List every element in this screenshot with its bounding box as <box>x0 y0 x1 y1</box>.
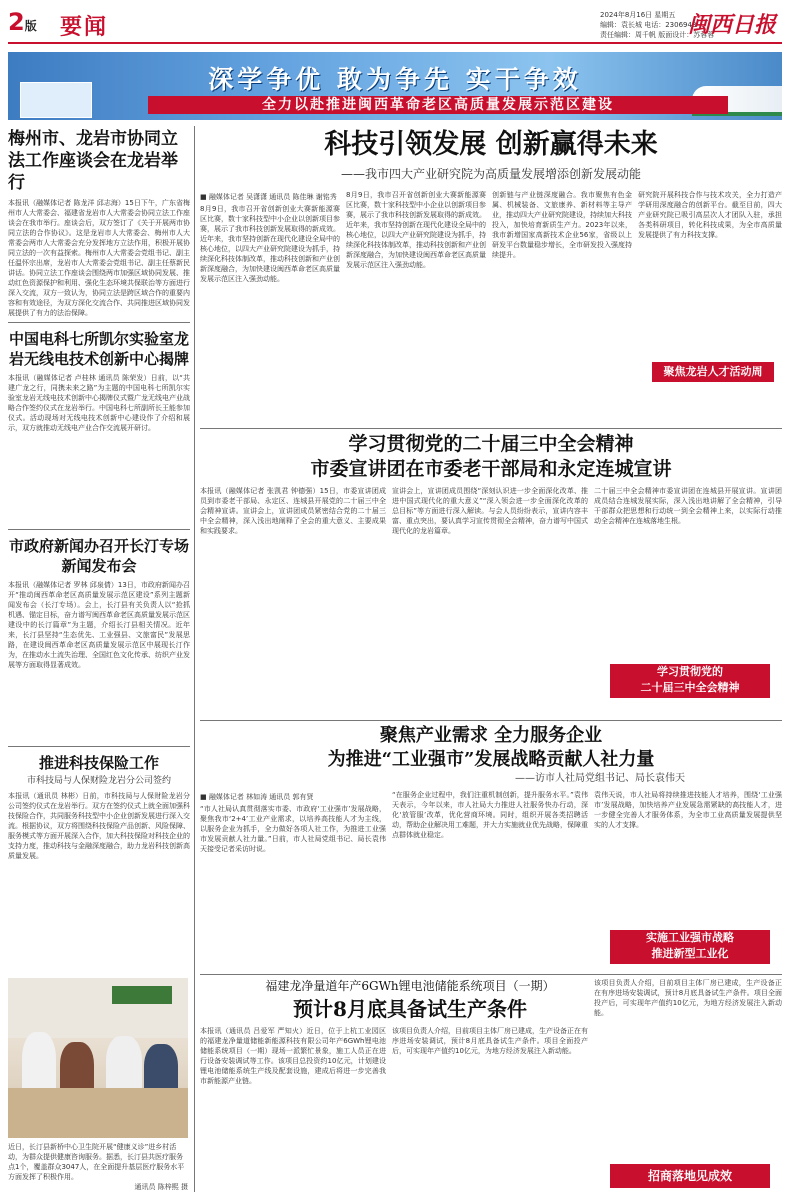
byline: ■ 融媒体记者 林如涛 通讯员 郭有贤 <box>200 793 314 801</box>
photo-credit: 通讯员 陈梓熙 摄 <box>134 1183 188 1191</box>
photo-table <box>8 1088 188 1138</box>
article-title: 市政府新闻办召开长汀专场新闻发布会 <box>8 537 189 575</box>
lead-col-3 <box>492 190 632 422</box>
top-banner <box>8 52 782 120</box>
lead-col-2 <box>346 190 486 422</box>
lead-subtitle: ——我市四大产业研究院为高质量发展增添创新发展动能 <box>340 167 641 181</box>
article-col <box>200 790 386 970</box>
column-tag: 招商落地见成效 <box>610 1164 770 1188</box>
news-photo <box>8 978 188 1138</box>
column-rule <box>194 126 195 1192</box>
page-header <box>8 8 782 44</box>
page-number-suffix: 版 <box>24 19 37 33</box>
lead-col-1 <box>200 190 340 422</box>
article-body: 本报讯（融媒体记者 卢桂林 通讯员 陈荣发）日前，以“共建广龙之行，同携未来之路”为主题的中国电科七所凯尔实验室龙岩无线电技术创新中心揭牌仪式暨广龙无线电产业战略合作签约仪式在龙岩举行。中国电科七所副所长王能参加仪式。活动现场对无线电技术创新中心建设作了介绍和展示，双方就推动无线电产业合作交流展开研讨。 <box>8 374 190 432</box>
issue-date: 2024年8月16日 星期五 <box>600 11 676 19</box>
proof-info: 责任编辑：周千帆 版面设计：苏蓉蓉 <box>600 31 715 39</box>
newspaper-logo: 闽西日报 <box>687 12 776 38</box>
banner-subslogan: 全力以赴推进闽西革命老区高质量发展示范区建设 <box>148 96 728 114</box>
section-name: 要闻 <box>60 15 109 40</box>
section-rule <box>200 974 782 975</box>
banner-slogan: 深学争优 敢为争先 实干争效 <box>208 65 582 94</box>
column-tag: 聚焦龙岩人才活动周 <box>652 362 774 382</box>
article-col <box>200 486 386 714</box>
section-rule <box>200 720 782 721</box>
article-kicker: 福建龙净量道年产6GWh锂电池储能系统项目（一期） <box>265 979 555 993</box>
article-col <box>392 486 588 714</box>
column-tag: 学习贯彻党的 二十届三中全会精神 <box>610 664 770 698</box>
article-body: 本报讯（融媒体记者 张凯君 钟德强）15日，市委宣讲团成员到市委老干部局、永定区、连城县开展党的二十届三中全会精神宣讲。宣讲会上，宣讲团成员紧密结合党的二十届三中全会精神，深入浅出地阐释了全会的重大意义、主要成果和实践要求。 <box>200 487 386 535</box>
article-body: 研究院开展科技合作与技术攻关，全力打造产学研用深度融合的创新平台。截至目前，四大产业研究院已吸引高层次人才团队入驻，承担各类科研项目，转化科技成果，为全市高质量发展提供了有力科技支撑。 <box>638 191 782 239</box>
article-title: 中国电科七所凯尔实验室龙岩无线电技术创新中心揭牌 <box>8 330 189 368</box>
article-col <box>594 790 782 918</box>
article-subtitle: ——访市人社局党组书记、局长袁伟天 <box>515 773 685 784</box>
photo-caption <box>8 1142 188 1192</box>
column-tag: 实施工业强市战略 推进新型工业化 <box>610 930 770 964</box>
divider <box>8 322 190 323</box>
article-body: 该项目负责人介绍，目前项目主体厂房已建成，生产设备正在有序进场安装调试，预计8月底具备试生产条件。项目全面投产后，可实现年产值约10亿元，为地方经济发展注入新动能。 <box>392 1027 588 1055</box>
page-number-value: 2 <box>8 8 25 36</box>
article-col <box>200 1026 386 1192</box>
article-col <box>594 978 782 1156</box>
article-body: 二十届三中全会精神市委宣讲团在连城县开展宣讲。宣讲团成员结合连城发展实际，深入浅出地讲解了全会精神，引导干部群众把思想和行动统一到全会精神上来，以实际行动推动全会精神在连城落地生根。 <box>594 487 782 525</box>
article-subtitle: 市科技局与人保财险龙岩分公司签约 <box>26 776 171 786</box>
article-body: “在服务企业过程中，我们注重机制创新，提升服务水平。”袁伟天表示，今年以来，市人社局大力推进人社服务快办行动，深化‘放管服’改革，优化营商环境。同时，组织开展各类招聘活动，帮助企业解决用工难题，并大力实施就业优先战略，保障重点群体就业稳定。 <box>392 791 588 839</box>
article-headline: 学习贯彻党的二十届三中全会精神 市委宣讲团在市委老干部局和永定连城宣讲 <box>310 433 672 480</box>
article-body: 8月9日，我市召开省创新创业大赛新能源赛区比赛，数十家科技型中小企业以创新项目参赛，展示了我市科技创新发展取得的新成效。近年来，我市坚持创新在现代化建设全局中的核心地位，以四大产业研究院建设为抓手，持续深化科技体制改革，推动科技创新和产业创新深度融合，为加快建设闽西革命老区高质量发展示范区注入强劲动能。 <box>200 205 340 283</box>
article-body: 8月9日，我市召开省创新创业大赛新能源赛区比赛，数十家科技型中小企业以创新项目参赛，展示了我市科技创新发展取得的新成效。近年来，我市坚持创新在现代化建设全局中的核心地位，以四大产业研究院建设为抓手，持续深化科技体制改革，推动科技创新和产业创新深度融合，为加快建设闽西革命老区高质量发展示范区注入强劲动能。 <box>346 191 486 269</box>
article-col <box>392 1026 588 1192</box>
page-number <box>8 8 37 36</box>
article-body: 本报讯（通讯员 林彬）日前，市科技局与人保财险龙岩分公司签约仪式在龙岩举行。双方在签约仪式上就全面加强科技保险合作，共同服务科技型中小企业创新发展进行深入交流。根据协议，双方将围绕科技保险产品创新、风险保障、服务模式等方面开展深入合作，加大科技保险对科技企业的支持力度，推动科技与金融深度融合，助力龙岩科技创新高质量发展。 <box>8 792 190 860</box>
article-body: 本报讯（融媒体记者 罗林 邱泉倩）13日，市政府新闻办召开“推动闽西革命老区高质量发展示范区建设”系列主题新闻发布会（长汀专场）。会上，长汀县有关负责人以“抢抓机遇、锚定目标，奋力谱写闽西革命老区高质量发展示范区建设中的长汀篇章”为主题，介绍长汀县相关情况。近年来，长汀县坚持“生态优先、工业强县、文旅富民”发展思路，在建设闽西革命老区高质量发展示范区中展现长汀作为，在推动水土流失治理、全国红色文化传承、纺织产业发展等方面取得显著成效。 <box>8 581 190 669</box>
photo-sign <box>112 986 172 1004</box>
article-col <box>594 486 782 636</box>
article-body: 袁伟天说，市人社局将持续推进技能人才培养，围绕‘工业强市’发展战略，加快培养产业发展急需紧缺的高技能人才，进一步健全完善人才服务体系，为全市工业高质量发展提供坚实的人才支撑。 <box>594 791 782 829</box>
lead-col-4 <box>638 190 782 360</box>
divider <box>8 746 190 747</box>
article-title: 推进科技保险工作 <box>38 754 159 772</box>
lead-headline: 科技引领发展 创新赢得未来 <box>324 129 658 160</box>
article-body: 创新链与产业链深度融合。我市聚焦有色金属、机械装备、文旅康养、新材料等主导产业，推动四大产业研究院建设，持续加大科技投入，加快培育新质生产力。2023年以来，我市新增国家高新技术企业56家，省级以上研发平台数量稳步增长，全市研发投入强度持续提升。 <box>492 191 632 259</box>
article-body: 宣讲会上，宣讲团成员围绕“深刻认识进一步全面深化改革、推进中国式现代化的重大意义”“深入领会进一步全面深化改革的总目标”等方面进行深入解读。与会人员纷纷表示，宣讲内容丰富、重点突出，要认真学习宣传贯彻全会精神，奋力谱写中国式现代化的龙岩篇章。 <box>392 487 588 535</box>
byline: ■ 融媒体记者 吴潇潇 通讯员 陈佳琳 谢铭秀 <box>200 193 337 201</box>
section-rule <box>200 428 782 429</box>
article-col <box>392 790 588 970</box>
article-body: 本报讯（融媒体记者 陈龙洋 邱志海）15日下午，广东省梅州市人大常委会、福建省龙岩市人大常委会协同立法工作座谈会在我市举行。座谈会后，双方签订了《关于开展两市协同立法的合作协议》。这是龙岩市人大常委会、梅州市人大常委会两市人大常委会充分发挥地方立法作用，积极开展协同立法的一次有益探索。梅州市人大常委会党组书记、副主任温怀宗出席，龙岩市人大常委会党组书记、副主任蔡新民讲话。协同立法工作座谈会围绕两市加强区域协同发展、推动红色资源保护和利用、强化生态环境共保联治等方面进行深入交流，双方一致认为，协同立法是跨区域合作的重要内容和有效途径，为双方深化交流合作、共同推进区域协同发展提供了有力的法治保障。 <box>8 199 190 316</box>
article-headline: 预计8月底具备试生产条件 <box>293 997 527 1021</box>
photo-caption-text: 近日，长汀县新桥中心卫生院开展“健康义诊”进乡村活动，为群众提供健康咨询服务。据悉，长汀县共医疗服务点1个，覆盖群众3047人，在全面提升基层医疗服务水平方面发挥了积极作用。 <box>8 1143 185 1181</box>
article-body: “市人社局认真贯彻落实市委、市政府‘工业强市’发展战略，聚焦我市‘2+4’工业产业需求，以培养高技能人才为主线，以服务企业为抓手，全力做好各项人社工作，为推进工业强市发展贡献人社力量。”日前，市人社局党组书记、局长袁伟天接受记者采访时说。 <box>200 805 386 853</box>
left-column <box>8 126 190 972</box>
divider <box>8 529 190 530</box>
article-headline: 聚焦产业需求 全力服务企业 为推进“工业强市”发展战略贡献人社力量 <box>327 725 655 770</box>
article-title: 梅州市、龙岩市协同立法工作座谈会在龙岩举行 <box>8 129 178 193</box>
article-body: 本报讯（通讯员 吕爱军 严知火）近日，位于上杭工业园区的福建龙净量道储能新能源科技有限公司年产6GWh锂电池储能系统项目（一期）现场一派繁忙景象，施工人员正在进行设备安装调试等工作。该项目总投资约10亿元，计划建设锂电池储能系统生产线及配套设施，建成后将进一步完善我市新能源产业链。 <box>200 1027 386 1085</box>
editor-info: 编辑：袁长城 电话：2306943 <box>600 21 697 29</box>
article-body: 该项目负责人介绍，目前项目主体厂房已建成，生产设备正在有序进场安装调试，预计8月底具备试生产条件。项目全面投产后，可实现年产值约10亿元，为地方经济发展注入新动能。 <box>594 979 782 1017</box>
